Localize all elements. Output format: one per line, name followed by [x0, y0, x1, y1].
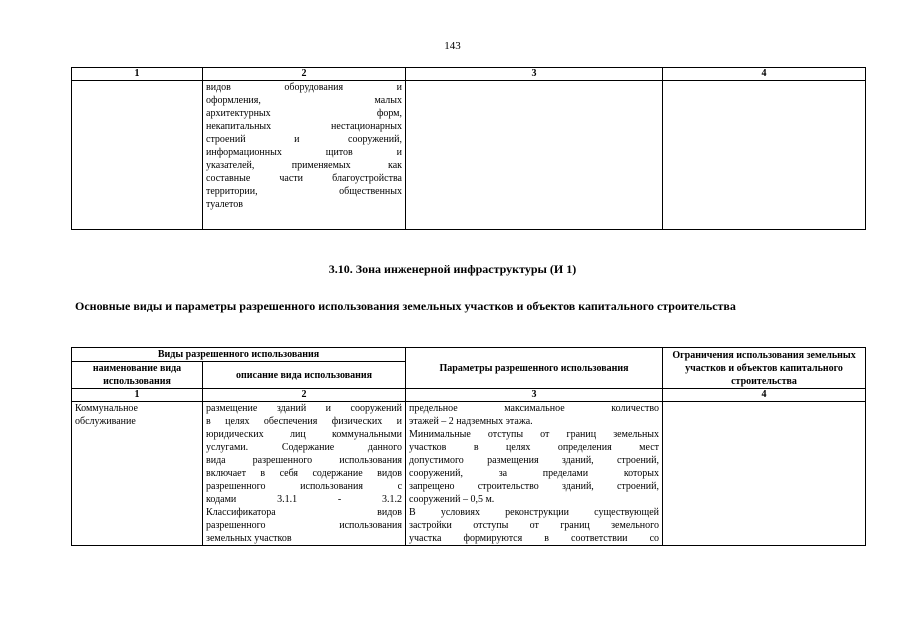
text-line: оформления, малых: [206, 95, 402, 106]
column-number: 1: [72, 389, 203, 402]
text-line: разрешенного использования: [206, 520, 403, 531]
text-line: застройки отступы от границ земельного: [409, 520, 660, 531]
text-line: в целях обеспечения физических и: [206, 416, 403, 427]
text-line: предельное максимальное количество: [409, 403, 660, 414]
text-line: указателей, применяемых как: [206, 160, 402, 171]
use-name-cell: [72, 402, 203, 546]
text-line: территории, общественных: [206, 186, 402, 197]
text-line: размещение зданий и сооружений: [206, 403, 403, 414]
page-number: 143: [444, 40, 461, 52]
text-line: включает в себя содержание видов: [206, 468, 403, 479]
text-line: Коммунальное: [75, 403, 138, 414]
text-line: обслуживание: [75, 416, 136, 427]
column-number: 4: [663, 389, 866, 402]
continuation-table: [71, 67, 866, 230]
section-heading: Основные виды и параметры разрешенного использования земельных участков и объектов капитального строительства: [75, 299, 736, 313]
text-line: кодами 3.1.1 - 3.1.2: [206, 494, 403, 505]
params-cell: [406, 402, 663, 546]
text-line: разрешенного использования с: [206, 481, 403, 492]
text-line: участков в целях определения мест: [409, 442, 660, 453]
text-line: участка формируются в соответствии со: [409, 533, 660, 544]
column-number: 2: [203, 68, 406, 81]
text-line: составные части благоустройства: [206, 173, 402, 184]
text-line: запрещено строительство зданий, строений,: [409, 481, 660, 492]
header-restrictions: Ограничения использования земельных участков и объектов капитального строительства: [663, 348, 866, 389]
text-line: услугами. Содержание данного: [206, 442, 403, 453]
header-use-name: наименование вида использования: [72, 362, 203, 389]
text-line: земельных участков: [206, 533, 292, 544]
table-row: [72, 402, 866, 546]
restrictions-cell: [663, 81, 866, 230]
header-use-description: описание вида использования: [203, 362, 406, 389]
column-number: 4: [663, 68, 866, 81]
text-line: Минимальные отступы от границ земельных: [409, 429, 660, 440]
text-line: информационных щитов и: [206, 147, 402, 158]
text-line: В условиях реконструкции существующей: [409, 507, 660, 518]
text-line: сооружений – 0,5 м.: [409, 494, 495, 505]
column-number: 3: [406, 389, 663, 402]
header-group-uses: Виды разрешенного использования: [72, 348, 406, 362]
permitted-use-table: [71, 347, 866, 546]
text-line: Классификатора видов: [206, 507, 403, 518]
section-title: 3.10. Зона инженерной инфраструктуры (И 1): [328, 262, 577, 276]
text-line: архитектурных форм,: [206, 108, 402, 119]
text-line: вида разрешенного использования: [206, 455, 403, 466]
header-row: [72, 348, 866, 362]
text-line: видов оборудования и: [206, 82, 402, 93]
restrictions-cell: [663, 402, 866, 546]
column-number: 3: [406, 68, 663, 81]
use-description-cell: [203, 402, 406, 546]
column-number: 1: [72, 68, 203, 81]
name-cell: [72, 81, 203, 230]
column-number-row: [72, 389, 866, 402]
text-line: допустимого размещения зданий, строений,: [409, 455, 660, 466]
header-params: Параметры разрешенного использования: [406, 348, 663, 389]
params-cell: [406, 81, 663, 230]
text-line: туалетов: [206, 199, 244, 210]
description-cell: [203, 81, 406, 230]
text-line: строений и сооружений,: [206, 134, 402, 145]
text-line: юридических лиц коммунальными: [206, 429, 403, 440]
column-number-row: [72, 68, 866, 81]
text-line: сооружений, за пределами которых: [409, 468, 660, 479]
column-number: 2: [203, 389, 406, 402]
text-line: некапитальных нестационарных: [206, 121, 402, 132]
table-row: [72, 81, 866, 230]
text-line: этажей – 2 надземных этажа.: [409, 416, 533, 427]
